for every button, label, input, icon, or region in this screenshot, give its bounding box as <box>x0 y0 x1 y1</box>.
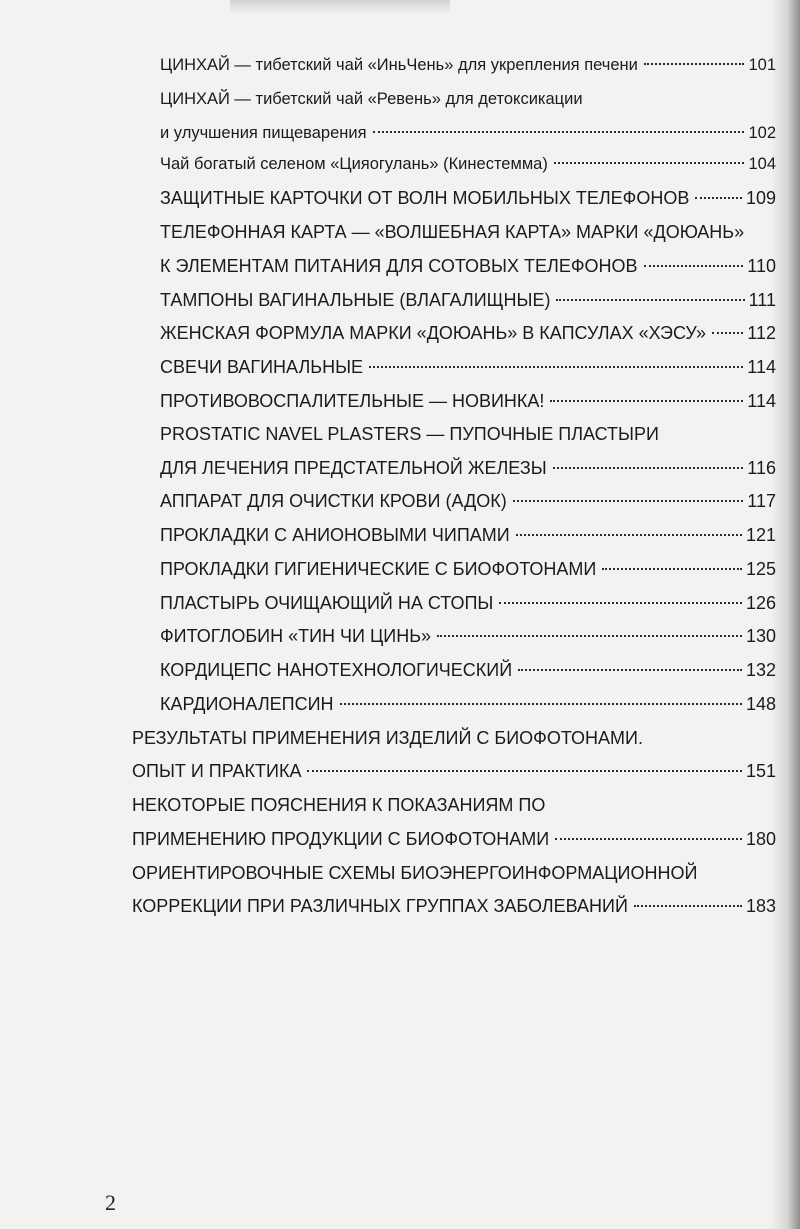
toc-entry-page: 132 <box>745 660 776 680</box>
toc-entry-page: 125 <box>745 559 776 579</box>
toc-entry-page: 151 <box>745 761 776 781</box>
toc-entry-title: ЗАЩИТНЫЕ КАРТОЧКИ ОТ ВОЛН МОБИЛЬНЫХ ТЕЛЕФОНОВ <box>160 188 690 208</box>
toc-entry-title: ФИТОГЛОБИН «ТИН ЧИ ЦИНЬ» <box>160 626 432 646</box>
toc-entry[interactable] <box>160 588 776 618</box>
toc-entry-title: ЦИНХАЙ — тибетский чай «Ревень» для детоксикации <box>160 90 583 108</box>
toc-entry[interactable] <box>160 621 776 651</box>
dot-leader <box>644 63 745 65</box>
toc-entry[interactable] <box>132 723 776 753</box>
dot-leader <box>499 602 742 604</box>
toc-entry-page: 114 <box>747 391 776 411</box>
toc-entry[interactable] <box>160 554 776 584</box>
toc-entry-page: 180 <box>745 829 776 849</box>
toc-entry[interactable] <box>160 50 776 80</box>
toc-entry[interactable] <box>160 149 776 179</box>
toc-entry-title: СВЕЧИ ВАГИНАЛЬНЫЕ <box>160 357 364 377</box>
toc-entry-title: ТАМПОНЫ ВАГИНАЛЬНЫЕ (ВЛАГАЛИЩНЫЕ) <box>160 290 551 310</box>
dot-leader <box>369 366 743 368</box>
toc-entry-page: 109 <box>745 188 776 208</box>
dot-leader <box>555 838 742 840</box>
toc-entry-title: К ЭЛЕМЕНТАМ ПИТАНИЯ ДЛЯ СОТОВЫХ ТЕЛЕФОНОВ <box>160 256 638 276</box>
toc-entry[interactable] <box>160 419 776 449</box>
dot-leader <box>634 905 742 907</box>
dot-leader <box>695 197 742 199</box>
toc-entry-title: РЕЗУЛЬТАТЫ ПРИМЕНЕНИЯ ИЗДЕЛИЙ С БИОФОТОНАМИ. <box>132 728 643 748</box>
toc-entry[interactable] <box>160 118 776 148</box>
dot-leader <box>373 131 745 133</box>
toc-entry-title: и улучшения пищеварения <box>160 124 367 142</box>
toc-entry[interactable] <box>160 183 776 213</box>
toc-entry-page: 116 <box>747 458 776 478</box>
dot-leader <box>513 500 744 502</box>
toc-entry-title: ЖЕНСКАЯ ФОРМУЛА МАРКИ «ДОЮАНЬ» В КАПСУЛАХ «ХЭСУ» <box>160 323 706 343</box>
toc-entry-title: КАРДИОНАЛЕПСИН <box>160 694 334 714</box>
toc-entry-page: 101 <box>748 56 776 74</box>
toc-entry-title: АППАРАТ ДЛЯ ОЧИСТКИ КРОВИ (АДОК) <box>160 491 507 511</box>
toc-entry[interactable] <box>160 251 776 281</box>
toc-entry-title: ОПЫТ И ПРАКТИКА <box>132 761 302 781</box>
toc-entry-title: ДЛЯ ЛЕЧЕНИЯ ПРЕДСТАТЕЛЬНОЙ ЖЕЛЕЗЫ <box>160 458 547 478</box>
toc-entry-page: 114 <box>747 357 776 377</box>
toc-entry-title: ТЕЛЕФОННАЯ КАРТА — «ВОЛШЕБНАЯ КАРТА» МАРКИ «ДОЮАНЬ» <box>160 222 745 242</box>
toc-entry-title: Чай богатый селеном «Цияогулань» (Кинестемма) <box>160 155 548 173</box>
toc-entry-page: 102 <box>748 124 776 142</box>
toc-entry-page: 110 <box>747 256 776 276</box>
toc-entry[interactable] <box>160 217 776 247</box>
toc-entry-page: 121 <box>745 525 776 545</box>
toc-entry-title: ПЛАСТЫРЬ ОЧИЩАЮЩИЙ НА СТОПЫ <box>160 593 494 613</box>
toc-entry[interactable] <box>160 486 776 516</box>
toc-entry[interactable] <box>160 655 776 685</box>
toc-entry[interactable] <box>132 891 776 921</box>
dot-leader <box>712 332 743 334</box>
page-edge-shadow <box>772 0 800 1229</box>
toc-entry[interactable] <box>160 285 776 315</box>
dot-leader <box>437 635 742 637</box>
toc-entry[interactable] <box>160 520 776 550</box>
page-number: 2 <box>105 1190 116 1215</box>
previous-page-bleed <box>230 0 450 14</box>
dot-leader <box>644 265 744 267</box>
toc-entry-title: ПРОКЛАДКИ ГИГИЕНИЧЕСКИЕ С БИОФОТОНАМИ <box>160 559 597 579</box>
dot-leader <box>340 703 742 705</box>
toc-entry-page: 183 <box>745 896 776 916</box>
dot-leader <box>554 162 745 164</box>
toc-entry[interactable] <box>160 318 776 348</box>
toc-entry-page: 130 <box>745 626 776 646</box>
dot-leader <box>550 400 743 402</box>
toc-entry[interactable] <box>160 352 776 382</box>
toc-entry-title: КОРРЕКЦИИ ПРИ РАЗЛИЧНЫХ ГРУППАХ ЗАБОЛЕВАНИЙ <box>132 896 628 916</box>
dot-leader <box>556 299 744 301</box>
dot-leader <box>307 770 741 772</box>
toc-entry-title: ПРОТИВОВОСПАЛИТЕЛЬНЫЕ — НОВИНКА! <box>160 391 545 411</box>
toc-entry-title: ОРИЕНТИРОВОЧНЫЕ СХЕМЫ БИОЭНЕРГОИНФОРМАЦИОННОЙ <box>132 863 698 883</box>
toc-entry-title: ПРОКЛАДКИ С АНИОНОВЫМИ ЧИПАМИ <box>160 525 510 545</box>
toc-entry[interactable] <box>132 756 776 786</box>
dot-leader <box>516 534 742 536</box>
toc-entry[interactable] <box>132 790 776 820</box>
toc-entry-page: 126 <box>745 593 776 613</box>
dot-leader <box>602 568 742 570</box>
dot-leader <box>518 669 742 671</box>
toc-entry-title: ПРИМЕНЕНИЮ ПРОДУКЦИИ С БИОФОТОНАМИ <box>132 829 550 849</box>
toc-entry-page: 104 <box>748 155 776 173</box>
toc-entry-title: ЦИНХАЙ — тибетский чай «ИньЧень» для укрепления печени <box>160 56 638 74</box>
toc-entry[interactable] <box>132 858 776 888</box>
toc-entry-title: КОРДИЦЕПС НАНОТЕХНОЛОГИЧЕСКИЙ <box>160 660 513 680</box>
toc-entry-page: 111 <box>748 290 776 310</box>
toc-entry[interactable] <box>132 824 776 854</box>
toc-entry[interactable] <box>160 689 776 719</box>
toc-entry[interactable] <box>160 386 776 416</box>
toc-entry-page: 148 <box>745 694 776 714</box>
toc-entry[interactable] <box>160 84 776 114</box>
toc-entry[interactable] <box>160 453 776 483</box>
toc-entry-title: PROSTATIC NAVEL PLASTERS — ПУПОЧНЫЕ ПЛАСТЫРИ <box>160 424 659 444</box>
toc-entry-page: 117 <box>747 491 776 511</box>
dot-leader <box>553 467 744 469</box>
toc-entry-page: 112 <box>747 323 776 343</box>
toc-entry-title: НЕКОТОРЫЕ ПОЯСНЕНИЯ К ПОКАЗАНИЯМ ПО <box>132 795 546 815</box>
